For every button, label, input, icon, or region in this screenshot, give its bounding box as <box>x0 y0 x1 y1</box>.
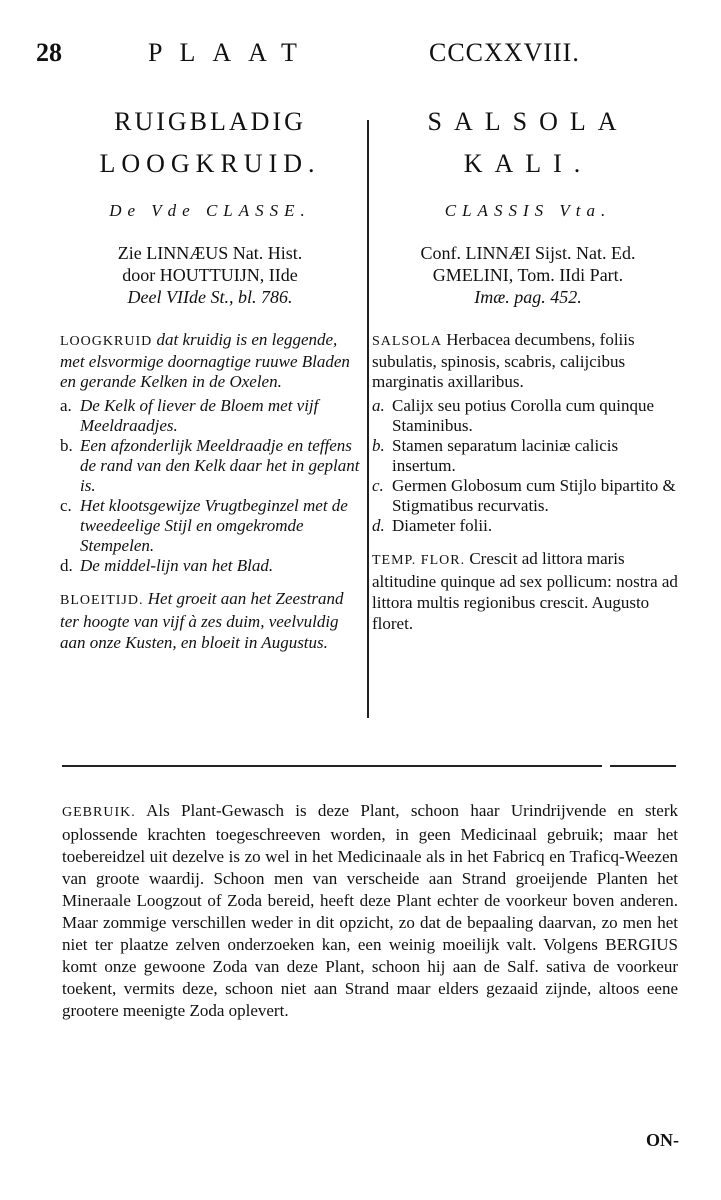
latin-reference-line: GMELINI, Tom. IIdi Part. <box>432 265 624 285</box>
list-text: Calijx seu potius Corolla cum quinque Staminibus. <box>392 396 655 435</box>
usage-section <box>62 800 678 1022</box>
dutch-title-line2: LOOGKRUID. <box>99 149 321 178</box>
dutch-reference-line: door HOUTTUIJN, IIde <box>122 265 298 285</box>
latin-description <box>372 330 684 392</box>
latin-column <box>372 100 684 634</box>
catchword: ON- <box>646 1130 679 1150</box>
dutch-figure-list <box>60 396 360 576</box>
section-rule-short <box>610 765 676 767</box>
latin-reference-line: Conf. LINNÆI Sijst. Nat. Ed. <box>420 243 636 263</box>
list-text: De middel-lijn van het Blad. <box>80 556 274 575</box>
list-marker: b. <box>372 436 385 455</box>
latin-classe: CLASSIS Vta. <box>444 201 612 220</box>
latin-description-text: Herbacea decumbens, foliis subulatis, spinosis, scabris, calijcibus marginatis axillaribus. <box>372 330 635 391</box>
list-item <box>372 396 684 436</box>
list-item <box>60 496 360 556</box>
latin-reference-line: Imæ. pag. 452. <box>474 287 582 307</box>
list-item <box>372 436 684 476</box>
latin-flowering-lead: TEMP. FLOR. <box>372 553 466 568</box>
list-text: Een afzonderlijk Meeldraadje en teffens de rand van den Kelk daar het in geplant is. <box>80 436 360 495</box>
latin-flowering <box>372 548 684 634</box>
list-item <box>372 516 684 536</box>
dutch-reference-line: Zie LINNÆUS Nat. Hist. <box>117 243 303 263</box>
list-item <box>60 436 360 496</box>
column-divider <box>367 120 369 718</box>
latin-flowering-text: Crescit ad littora maris altitudine quinque ad sex pollicum: nostra ad littora multis regionibus crescit. Augusto floret. <box>372 549 678 633</box>
latin-title-line2: KALI. <box>463 149 593 178</box>
dutch-flowering-text: Het groeit aan het Zeestrand ter hoogte van vijf à zes duim, veelvuldig aan onze Kusten, en bloeit in Augustus. <box>60 589 344 652</box>
list-item <box>372 476 684 516</box>
latin-reference <box>372 242 684 308</box>
page-header <box>36 38 686 78</box>
list-marker: a. <box>372 396 385 415</box>
latin-description-lead: SALSOLA <box>372 334 443 349</box>
list-marker: d. <box>372 516 385 535</box>
list-text: Het klootsgewijze Vrugtbeginzel met de tweedeelige Stijl en omgekromde Stempelen. <box>80 496 348 555</box>
plate-number: CCCXXVIII. <box>429 38 580 67</box>
dutch-flowering <box>60 588 360 653</box>
list-marker: b. <box>60 436 73 455</box>
list-text: Germen Globosum cum Stijlo bipartito & Stigmatibus recurvatis. <box>392 476 676 515</box>
dutch-description <box>60 330 360 392</box>
dutch-column <box>60 100 360 653</box>
usage-text: Als Plant-Gewasch is deze Plant, schoon haar Urindrijvende en sterk oplossende krachten toegeschreeven worden, in geen Medicinaal gebruik; maar het toebereidzel uit dezelve is zo wel in het Medicinaale als in het Fabricq en Traficq-Weezen van groote waardij. Schoon men van verscheide aan Strand groeijende Planten het Mineraale Loogzout of Zoda bereid, heeft deze Plant echter de voorkeur boven anderen. Maar zommige verschillen weder in dit opzicht, zo dat de bepaaling daarvan, zo men het niet ter plaatze zelven onderzoeken kan, een weinig moeilijk valt. Volgens BERGIUS komt onze gewoone Zoda van deze Plant, schoon hij aan de Salf. sativa de voorkeur toekent, vermits deze, schoon niet aan Strand maar elders gezaaid zijnde, altoos eene grootere meenigte Zoda oplevert. <box>62 801 678 1020</box>
list-marker: c. <box>372 476 384 495</box>
list-text: Stamen separatum laciniæ calicis insertum. <box>392 436 619 475</box>
latin-title-line1: SALSOLA <box>427 107 629 136</box>
list-text: De Kelk of liever de Bloem met vijf Meeldraadjes. <box>80 396 319 435</box>
list-item <box>60 396 360 436</box>
usage-lead: GEBRUIK. <box>62 805 136 820</box>
dutch-description-text: dat kruidig is en leggende, met elsvormige doornagtige ruuwe Bladen en gerande Kelken in de Oxelen. <box>60 330 350 391</box>
list-text: Diameter folii. <box>392 516 493 535</box>
latin-figure-list <box>372 396 684 536</box>
section-rule <box>62 765 602 767</box>
list-marker: d. <box>60 556 73 575</box>
list-item <box>60 556 360 576</box>
plate-label: PLAAT <box>148 38 314 67</box>
dutch-flowering-lead: BLOEITIJD. <box>60 593 144 608</box>
dutch-reference <box>60 242 360 308</box>
list-marker: a. <box>60 396 72 415</box>
dutch-title-line1: RUIGBLADIG <box>114 107 306 136</box>
list-marker: c. <box>60 496 72 515</box>
dutch-classe: De Vde CLASSE. <box>109 201 311 220</box>
dutch-reference-line: Deel VIIde St., bl. 786. <box>127 287 293 307</box>
page-number: 28 <box>36 38 62 67</box>
dutch-description-lead: LOOGKRUID <box>60 334 153 349</box>
